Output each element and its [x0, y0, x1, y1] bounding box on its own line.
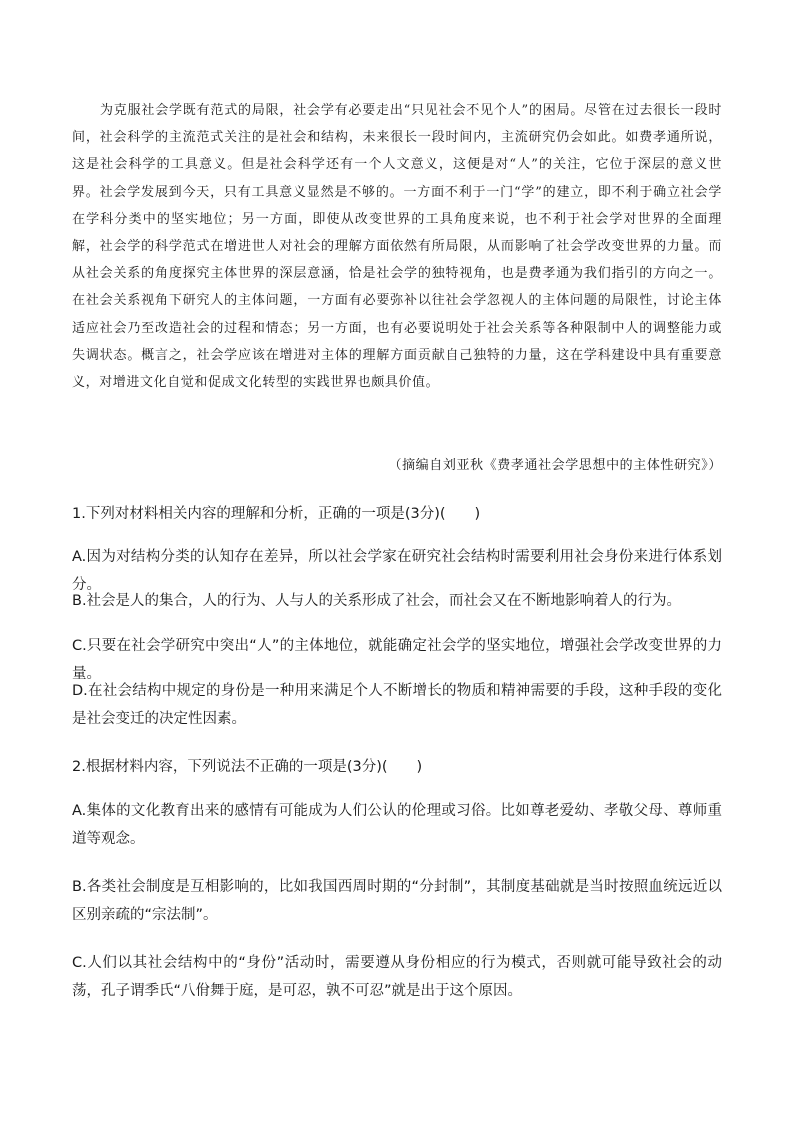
passage-source: （摘编自刘亚秋《费孝通社会学思想中的主体性研究》） [388, 458, 722, 473]
question-2-option-a: A.集体的文化教育出来的感情有可能成为人们公认的伦理或习俗。比如尊老爱幼、孝敬父母、尊师重道等观念。 [72, 803, 722, 847]
reading-passage: 为克服社会学既有范式的局限，社会学有必要走出“只见社会不见个人”的困局。尽管在过去很长一段时间，社会科学的主流范式关注的是社会和结构，未来很长一段时间内，主流研究仍会如此。如费孝通所说，这是社会科学的工具意义。但是社会科学还有一个人文意义，这便是对“人”的关注，它位于深层的意义世界。社会学发展到今天，只有工具意义显然是不够的。一方面不利于一门“学”的建立，即不利于确立社会学在学科分类中的坚实地位；另一方面，即使从改变世界的工具角度来说，也不利于社会学对世界的全面理解，社会学的科学范式在增进世人对社会的理解方面依然有所局限，从而影响了社会学改变世界的力量。而从社会关系的角度探究主体世界的深层意涵，恰是社会学的独特视角，也是费孝通为我们指引的方向之一。在社会关系视角下研究人的主体问题，一方面有必要弥补以往社会学忽视人的主体问题的局限性，讨论主体适应社会乃至改造社会的过程和情态；另一方面，也有必要说明处于社会关系等各种限制中人的调整能力或失调状态。概言之，社会学应该在增进对主体的理解方面贡献自己独特的力量，这在学科建设中具有重要意义，对增进文化自觉和促成文化转型的实践世界也颇具价值。 [72, 103, 722, 391]
question-2-option-c: C.人们以其社会结构中的“身份”活动时，需要遵从身份相应的行为模式，否则就可能导致社会的动荡，孔子谓季氏“八佾舞于庭，是可忍，孰不可忍”就是出于这个原因。 [72, 955, 722, 999]
question-2-stem: 2.根据材料内容，下列说法不正确的一项是(3分)( ) [72, 759, 423, 775]
question-2-option-b: B.各类社会制度是互相影响的，比如我国西周时期的“分封制”，其制度基础就是当时按照血统远近以区别亲疏的“宗法制”。 [72, 879, 722, 923]
question-1-option-b: B.社会是人的集合，人的行为、人与人的关系形成了社会，而社会又在不断地影响着人的行为。 [72, 593, 682, 609]
question-1-stem: 1.下列对材料相关内容的理解和分析，正确的一项是(3分)( ) [72, 506, 481, 522]
question-1-option-a: A.因为对结构分类的认知存在差异，所以社会学家在研究社会结构时需要利用社会身份来进行体系划分。 [72, 549, 722, 593]
question-1-option-c: C.只要在社会学研究中突出“人”的主体地位，就能确定社会学的坚实地位，增强社会学改变世界的力量。 [72, 638, 722, 682]
question-1-option-d: D.在社会结构中规定的身份是一种用来满足个人不断增长的物质和精神需要的手段，这种手段的变化是社会变迁的决定性因素。 [72, 683, 722, 727]
